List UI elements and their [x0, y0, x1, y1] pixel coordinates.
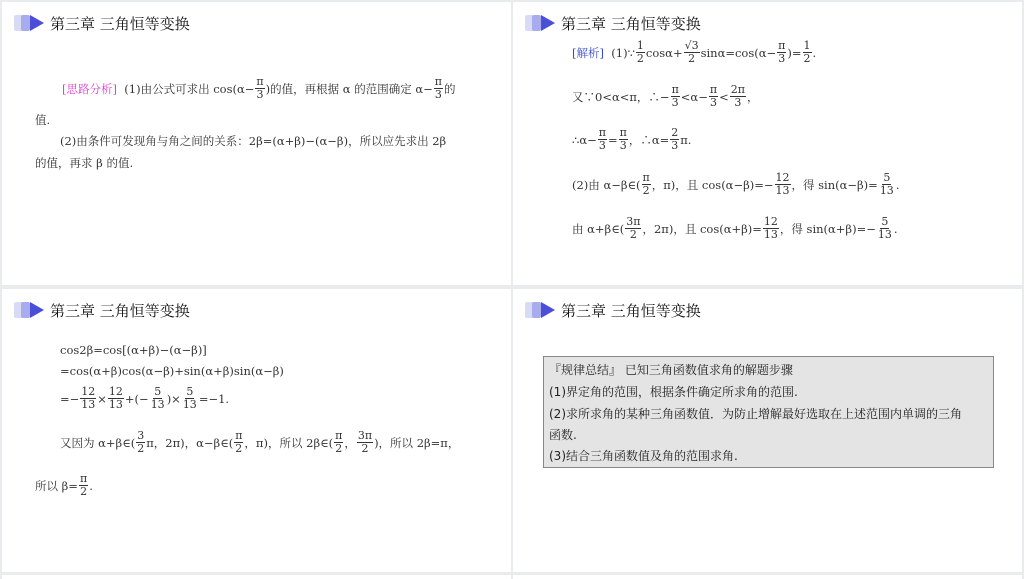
slide-1 [2, 2, 511, 285]
fraction [671, 84, 680, 109]
numerator: π [256, 75, 264, 88]
text: π，2π)，α−β∈( [146, 435, 234, 450]
numerator: π [235, 429, 243, 442]
denominator: 2 [137, 442, 145, 455]
denominator: 3 [434, 88, 442, 101]
fraction [730, 84, 746, 109]
fraction [879, 172, 895, 197]
slide-6-edge [513, 575, 1022, 579]
numerator: π [709, 83, 718, 96]
text: ， [746, 89, 759, 104]
numerator: 12 [108, 385, 123, 398]
header-title: 第三章 三角恒等变换 [561, 14, 701, 33]
numerator: 3π [357, 429, 373, 442]
numerator: 12 [81, 385, 96, 398]
text: ，2π)，且 cos(α+β)= [642, 221, 762, 236]
denominator: 13 [150, 398, 165, 411]
fraction [108, 386, 124, 411]
calc-line-4 [60, 430, 459, 455]
denominator: 3 [709, 96, 717, 109]
fraction [619, 127, 628, 152]
numerator: π [598, 126, 606, 139]
text: 的 [444, 81, 456, 96]
denominator: 2 [80, 485, 88, 498]
fraction [357, 430, 373, 455]
numerator: 12 [775, 171, 790, 184]
numerator: 5 [883, 171, 891, 184]
numerator: 3π [626, 215, 641, 228]
denominator: 13 [81, 398, 96, 411]
summary-step-1: (1)界定角的范围，根据条件确定所求角的范围. [549, 385, 798, 399]
numerator: 5 [154, 385, 162, 398]
text: ，得 sin(α−β)= [791, 177, 878, 192]
text: )，所以 2β=π， [374, 435, 460, 450]
numerator: 5 [186, 385, 194, 398]
text: × [97, 391, 107, 406]
summary-title: 『规律总结』 已知三角函数值求角的解题步骤 [549, 363, 793, 377]
denominator: 13 [182, 398, 197, 411]
fraction [80, 386, 96, 411]
header-title: 第三章 三角恒等变换 [561, 301, 701, 320]
text: cosα+ [645, 45, 683, 60]
numerator: π [642, 171, 650, 184]
calc-line-1: cos2β=cos[(α+β)−(α−β)] [60, 343, 207, 357]
text: ，∴α= [628, 132, 670, 147]
numerator: π [335, 429, 343, 442]
chapter-logo-icon [14, 13, 48, 33]
numerator: 2π [730, 83, 745, 96]
text: )× [166, 391, 181, 406]
fraction [763, 216, 779, 241]
header-title: 第三章 三角恒等变换 [50, 301, 190, 320]
text: < [719, 89, 729, 104]
solution-line-4 [572, 172, 899, 197]
fraction [182, 386, 198, 411]
fraction [255, 76, 264, 101]
denominator: 13 [877, 228, 892, 241]
text: (2)由 α−β∈( [572, 177, 641, 192]
text: ， [344, 435, 356, 450]
fraction [234, 430, 243, 455]
text: ，π)，所以 2β∈( [244, 435, 334, 450]
numerator: √3 [684, 39, 699, 52]
text: π. [680, 132, 692, 147]
denominator: 3 [671, 139, 679, 152]
numerator: 1 [636, 39, 644, 52]
text: . [812, 45, 817, 60]
text: 又∵0<α<π，∴− [572, 89, 670, 104]
text: )= [787, 45, 802, 60]
slide-header [525, 13, 701, 33]
denominator: 2 [688, 52, 696, 65]
analysis-line-3: (2)由条件可发现角与角之间的关系：2β=(α+β)−(α−β)，所以应先求出 2β [60, 134, 447, 148]
solution-line-2 [572, 84, 758, 109]
text: . [89, 478, 93, 493]
analysis-line-4: 的值，再求 β 的值. [35, 156, 134, 170]
fraction [150, 386, 166, 411]
fraction [79, 473, 88, 498]
fraction [877, 216, 893, 241]
denominator: 2 [235, 442, 243, 455]
analysis-line-2: 值. [35, 113, 51, 127]
numerator: π [619, 126, 627, 139]
denominator: 2 [636, 52, 644, 65]
numerator: 2 [671, 126, 679, 139]
text: . [893, 221, 898, 236]
text: 由 α+β∈( [572, 221, 625, 236]
text: +(− [124, 391, 149, 406]
text: =−1. [198, 391, 230, 406]
numerator: 3 [137, 429, 145, 442]
fraction [803, 40, 812, 65]
numerator: π [434, 75, 442, 88]
solution-line-1 [572, 40, 816, 65]
summary-step-2-cont: 函数. [549, 428, 577, 442]
numerator: π [79, 472, 88, 485]
text: (1)由公式可求出 cos(α− [124, 81, 255, 96]
text: ∴α− [572, 132, 597, 147]
numerator: 5 [881, 215, 889, 228]
denominator: 2 [361, 442, 369, 455]
summary-step-2: (2)求所求角的某种三角函数值．为防止增解最好选取在上述范围内单调的三角 [549, 407, 963, 421]
fraction [670, 127, 679, 152]
summary-step-3: (3)结合三角函数值及角的范围求角. [549, 449, 738, 463]
text: <α− [680, 89, 708, 104]
slide-header [525, 300, 701, 320]
text: )的值，再根据 α 的范围确定 α− [265, 81, 433, 96]
slide-2 [513, 2, 1022, 285]
text: (1)∵ [611, 45, 635, 60]
denominator: 3 [734, 96, 742, 109]
fraction [434, 76, 443, 101]
denominator: 13 [775, 184, 790, 197]
denominator: 13 [763, 228, 778, 241]
numerator: 1 [803, 39, 811, 52]
analysis-tag: [思路分析] [62, 81, 117, 96]
denominator: 3 [671, 96, 679, 109]
fraction [642, 172, 651, 197]
calc-line-5 [35, 473, 93, 498]
text: 又因为 α+β∈( [60, 435, 136, 450]
text: =− [60, 391, 80, 406]
solution-line-5 [572, 216, 898, 241]
denominator: 3 [778, 52, 786, 65]
fraction [775, 172, 791, 197]
numerator: π [778, 39, 786, 52]
numerator: 12 [763, 215, 778, 228]
header-title: 第三章 三角恒等变换 [50, 14, 190, 33]
solution-line-3 [572, 127, 691, 152]
slide-header [14, 13, 190, 33]
calc-line-2: =cos(α+β)cos(α−β)+sin(α+β)sin(α−β) [60, 364, 284, 378]
text: ，得 sin(α+β)=− [779, 221, 876, 236]
text: . [895, 177, 900, 192]
denominator: 2 [629, 228, 637, 241]
slide-5-edge [2, 575, 511, 579]
numerator: π [671, 83, 679, 96]
fraction [625, 216, 641, 241]
fraction [636, 40, 645, 65]
fraction [709, 84, 718, 109]
denominator: 2 [803, 52, 811, 65]
text: = [607, 132, 618, 147]
denominator: 13 [879, 184, 894, 197]
denominator: 2 [335, 442, 343, 455]
chapter-logo-icon [525, 300, 559, 320]
denominator: 3 [619, 139, 627, 152]
fraction [136, 430, 145, 455]
solution-tag: [解析] [572, 45, 604, 60]
slide-3 [2, 289, 511, 572]
slide-header [14, 300, 190, 320]
denominator: 2 [642, 184, 650, 197]
fraction [684, 40, 700, 65]
text: 所以 β= [35, 478, 78, 493]
denominator: 13 [108, 398, 123, 411]
chapter-logo-icon [14, 300, 48, 320]
slide-4 [513, 289, 1022, 572]
fraction [777, 40, 786, 65]
fraction [598, 127, 607, 152]
denominator: 3 [256, 88, 264, 101]
text: ，π)，且 cos(α−β)=− [651, 177, 774, 192]
summary-box [543, 356, 994, 468]
fraction [334, 430, 343, 455]
analysis-line-1 [62, 76, 456, 101]
calc-line-3 [60, 386, 229, 411]
chapter-logo-icon [525, 13, 559, 33]
text: sinα=cos(α− [700, 45, 777, 60]
denominator: 3 [598, 139, 606, 152]
